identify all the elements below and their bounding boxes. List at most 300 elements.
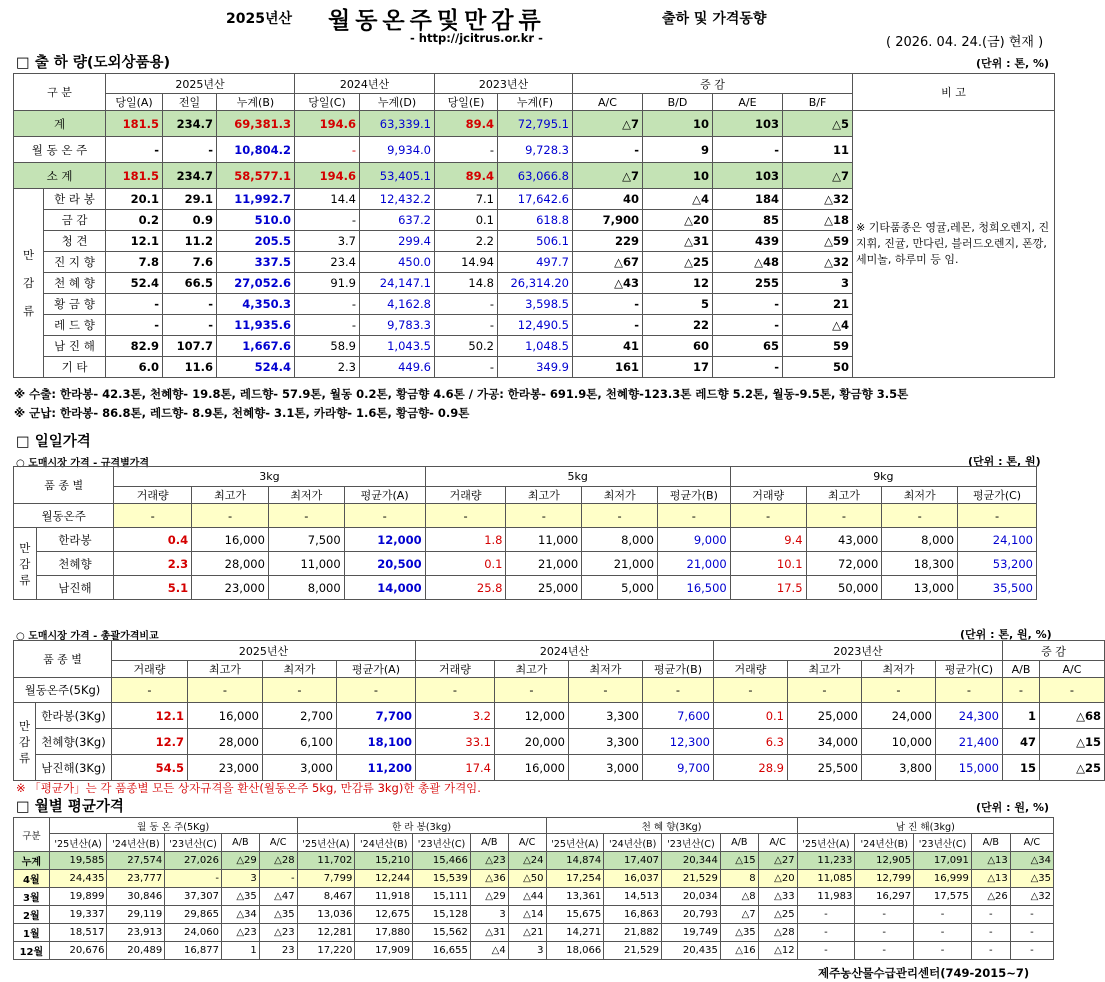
data-cell: 3.7 [295, 231, 360, 252]
table-row [14, 678, 1105, 703]
data-cell: 337.5 [217, 252, 295, 273]
data-cell: △34 [1010, 852, 1053, 870]
data-cell: 11,000 [506, 528, 582, 552]
data-cell: 7,700 [337, 703, 416, 729]
data-cell: 52.4 [106, 273, 163, 294]
data-cell: △31 [643, 231, 713, 252]
row-label: 월 동 온 주 [14, 137, 106, 163]
data-cell: 40 [573, 189, 643, 210]
data-cell: - [165, 870, 222, 888]
data-cell: 194.6 [295, 111, 360, 137]
data-cell: 12,432.2 [360, 189, 435, 210]
subheader-cell: 누계(F) [498, 94, 573, 111]
data-cell: - [506, 504, 582, 528]
data-cell: 14,874 [546, 852, 604, 870]
data-cell: 35,500 [958, 576, 1037, 600]
header-variety2: 품 종 별 [14, 641, 112, 678]
data-cell: △35 [1010, 870, 1053, 888]
data-cell: 16,863 [604, 906, 662, 924]
data-cell: 3.2 [416, 703, 495, 729]
data-cell: 6,100 [263, 729, 337, 755]
data-cell: - [855, 942, 914, 960]
data-cell: 60 [643, 336, 713, 357]
subheader-cell: 당일(C) [295, 94, 360, 111]
data-cell: - [295, 294, 360, 315]
data-cell: 19,585 [49, 852, 107, 870]
data-cell: 161 [573, 357, 643, 378]
data-cell: - [1040, 678, 1105, 703]
data-cell: 20,000 [495, 729, 569, 755]
data-cell: △43 [573, 273, 643, 294]
data-cell: - [106, 137, 163, 163]
data-cell: 12,000 [495, 703, 569, 729]
data-cell: 0.4 [114, 528, 192, 552]
data-cell: 103 [713, 111, 783, 137]
row-label: 월동온주 [14, 504, 114, 528]
table-row [14, 552, 1037, 576]
data-cell: 13,036 [297, 906, 355, 924]
data-cell: △23 [470, 852, 508, 870]
data-cell: 66.5 [163, 273, 217, 294]
data-cell: 5 [643, 294, 713, 315]
data-cell: △33 [758, 888, 797, 906]
subheader-cell: 최저가 [882, 487, 958, 504]
data-cell: 16,999 [914, 870, 972, 888]
data-cell: 12,281 [297, 924, 355, 942]
data-cell: - [855, 924, 914, 942]
data-cell: 17,642.6 [498, 189, 573, 210]
data-cell: 11,085 [797, 870, 855, 888]
data-cell: 7,799 [297, 870, 355, 888]
data-cell: - [268, 504, 344, 528]
data-cell: △25 [1040, 755, 1105, 781]
data-cell: △67 [573, 252, 643, 273]
data-cell: △59 [783, 231, 853, 252]
data-cell: △18 [783, 210, 853, 231]
data-cell: 53,405.1 [360, 163, 435, 189]
row-label: 진 지 향 [44, 252, 106, 273]
subheader-cell: '24년산(B) [604, 834, 662, 852]
data-cell: - [295, 315, 360, 336]
data-cell: 6.3 [714, 729, 788, 755]
data-cell: 1,667.6 [217, 336, 295, 357]
report-date: ( 2026. 04. 24.(금) 현재 ) [886, 35, 1044, 50]
data-cell: 506.1 [498, 231, 573, 252]
data-cell: - [914, 924, 972, 942]
data-cell: 17 [643, 357, 713, 378]
unit-daily1: (단위 : 톤, 원) [968, 455, 1041, 468]
data-cell: △4 [643, 189, 713, 210]
data-cell: 20,435 [662, 942, 721, 960]
subheader-cell: '24년산(B) [855, 834, 914, 852]
data-cell: 15,000 [936, 755, 1003, 781]
note-export: ※ 수출: 한라봉- 42.3톤, 천혜향- 19.8톤, 레드향- 57.9톤, 월동 0.2톤, 황금향 4.6톤 / 가공: 한라봉- 691.9톤, 천혜향-123.3톤 레드향 5.2톤, 월동-9.5톤, 황금향 3.5톤 [14, 387, 909, 401]
data-cell: - [337, 678, 416, 703]
month-label: 누계 [14, 852, 50, 870]
monthly-table [13, 817, 1054, 960]
subheader-cell: 최저가 [569, 661, 643, 678]
data-cell: - [435, 357, 498, 378]
subheader-cell: '23년산(C) [165, 834, 222, 852]
data-cell: 21,000 [506, 552, 582, 576]
header-gubun: 구 분 [14, 74, 106, 111]
data-cell: 255 [713, 273, 783, 294]
data-cell: - [1010, 906, 1053, 924]
data-cell: 18,100 [337, 729, 416, 755]
data-cell: 23,000 [192, 576, 269, 600]
data-cell: 21,529 [604, 942, 662, 960]
data-cell: 14,000 [344, 576, 425, 600]
data-cell: 17,575 [914, 888, 972, 906]
unit-shipments: (단위 : 톤, %) [976, 57, 1050, 70]
data-cell: 4,350.3 [217, 294, 295, 315]
row-label: 천 혜 향 [44, 273, 106, 294]
data-cell: 3,300 [569, 729, 643, 755]
header-change: 증 감 [573, 74, 853, 94]
subheader-cell: 최고가 [192, 487, 269, 504]
data-cell: 234.7 [163, 111, 217, 137]
subheader-cell: 평균가(C) [936, 661, 1003, 678]
data-cell: 50.2 [435, 336, 498, 357]
data-cell: 3 [470, 906, 508, 924]
data-cell: 16,877 [165, 942, 222, 960]
subheader-cell: '24년산(B) [355, 834, 413, 852]
subheader-cell: '25년산(A) [797, 834, 855, 852]
data-cell: 8,000 [582, 528, 658, 552]
subheader-cell: A/C [259, 834, 297, 852]
data-cell: 12,905 [855, 852, 914, 870]
daily-spec-table [13, 466, 1037, 600]
data-cell: △35 [720, 924, 758, 942]
data-cell: 54.5 [112, 755, 188, 781]
data-cell: 16,000 [192, 528, 269, 552]
data-cell: 12.1 [106, 231, 163, 252]
subheader-cell: A/C [573, 94, 643, 111]
data-cell: △16 [720, 942, 758, 960]
data-cell: 19,899 [49, 888, 107, 906]
data-cell: 0.2 [106, 210, 163, 231]
data-cell: △7 [573, 163, 643, 189]
data-cell: 20,793 [662, 906, 721, 924]
row-label: 기 타 [44, 357, 106, 378]
data-cell: 10,804.2 [217, 137, 295, 163]
data-cell: 89.4 [435, 111, 498, 137]
data-cell: 23,777 [107, 870, 165, 888]
data-cell: 14.94 [435, 252, 498, 273]
data-cell: 47 [1003, 729, 1040, 755]
data-cell: △31 [470, 924, 508, 942]
data-cell: 17.5 [730, 576, 806, 600]
data-cell: 7,600 [643, 703, 714, 729]
data-cell: - [435, 315, 498, 336]
data-cell: 3,300 [569, 703, 643, 729]
header-variety: 품 종 별 [14, 467, 114, 504]
data-cell: 11,702 [297, 852, 355, 870]
row-label: 천혜향(3Kg) [36, 729, 112, 755]
data-cell: △28 [758, 924, 797, 942]
data-cell: - [163, 137, 217, 163]
data-cell: 12,490.5 [498, 315, 573, 336]
data-cell: 11,000 [268, 552, 344, 576]
data-cell: 29.1 [163, 189, 217, 210]
data-cell: 9,700 [643, 755, 714, 781]
data-cell: 23.4 [295, 252, 360, 273]
data-cell: 8,000 [268, 576, 344, 600]
subheader-cell: 평균가(B) [658, 487, 731, 504]
data-cell: △12 [758, 942, 797, 960]
data-cell: 15,539 [413, 870, 471, 888]
row-label: 황 금 향 [44, 294, 106, 315]
row-label: 레 드 향 [44, 315, 106, 336]
data-cell: 20,676 [49, 942, 107, 960]
data-cell: 9,934.0 [360, 137, 435, 163]
data-cell: 37,307 [165, 888, 222, 906]
data-cell: 0.9 [163, 210, 217, 231]
data-cell: - [658, 504, 731, 528]
subheader-cell: 최저가 [263, 661, 337, 678]
data-cell: △29 [221, 852, 259, 870]
data-cell: 3 [508, 942, 546, 960]
subheader-cell: A/E [713, 94, 783, 111]
data-cell: 34,000 [788, 729, 862, 755]
data-cell: △36 [470, 870, 508, 888]
data-cell: 59 [783, 336, 853, 357]
data-cell: 107.7 [163, 336, 217, 357]
data-cell: △44 [508, 888, 546, 906]
data-cell: 27,574 [107, 852, 165, 870]
subheader-cell: 전일 [163, 94, 217, 111]
data-cell: 2.3 [295, 357, 360, 378]
data-cell: - [295, 210, 360, 231]
data-cell: - [806, 504, 882, 528]
header-2025: 2025년산 [106, 74, 295, 94]
row-label: 남진해(3Kg) [36, 755, 112, 781]
subheader-cell: B/D [643, 94, 713, 111]
table-row [14, 906, 1054, 924]
group-header: 한 라 봉(3kg) [297, 818, 546, 834]
data-cell: △4 [783, 315, 853, 336]
header-2025b: 2025년산 [112, 641, 416, 661]
data-cell: - [106, 294, 163, 315]
data-cell: 12,244 [355, 870, 413, 888]
data-cell: 15,111 [413, 888, 471, 906]
data-cell: - [797, 942, 855, 960]
header-2023b: 2023년산 [714, 641, 1003, 661]
data-cell: 12,000 [344, 528, 425, 552]
data-cell: △7 [573, 111, 643, 137]
table-row [14, 852, 1054, 870]
daily-total-table [13, 640, 1105, 781]
data-cell: 7,900 [573, 210, 643, 231]
data-cell: 5,000 [582, 576, 658, 600]
data-cell: △13 [971, 852, 1010, 870]
subheader-cell: 거래량 [425, 487, 506, 504]
data-cell: - [259, 870, 297, 888]
data-cell: 9.4 [730, 528, 806, 552]
data-cell: △7 [783, 163, 853, 189]
subheader-cell: 평균가(C) [958, 487, 1037, 504]
subheader-cell: 최저가 [268, 487, 344, 504]
data-cell: △48 [713, 252, 783, 273]
data-cell: 63,339.1 [360, 111, 435, 137]
data-cell: 1,048.5 [498, 336, 573, 357]
data-cell: 349.9 [498, 357, 573, 378]
data-cell: 21,400 [936, 729, 1003, 755]
subheader-cell: 평균가(B) [643, 661, 714, 678]
data-cell: 1 [221, 942, 259, 960]
month-label: 2월 [14, 906, 50, 924]
subheader-cell: '23년산(C) [662, 834, 721, 852]
data-cell: 0.1 [425, 552, 506, 576]
data-cell: 299.4 [360, 231, 435, 252]
data-cell: - [713, 357, 783, 378]
subheader-cell: 거래량 [112, 661, 188, 678]
subheader-cell: 평균가(A) [337, 661, 416, 678]
data-cell: - [573, 294, 643, 315]
table-row [14, 703, 1105, 729]
data-cell: 184 [713, 189, 783, 210]
data-cell: 205.5 [217, 231, 295, 252]
subheader-cell: '23년산(C) [914, 834, 972, 852]
group-label: 만 감 류 [14, 528, 37, 600]
data-cell: 85 [713, 210, 783, 231]
data-cell: 234.7 [163, 163, 217, 189]
data-cell: 43,000 [806, 528, 882, 552]
data-cell: 10.1 [730, 552, 806, 576]
data-cell: 2,700 [263, 703, 337, 729]
month-label: 12월 [14, 942, 50, 960]
data-cell: △15 [1040, 729, 1105, 755]
table-row [14, 870, 1054, 888]
data-cell: - [730, 504, 806, 528]
subheader-cell: 거래량 [416, 661, 495, 678]
data-cell: 20,034 [662, 888, 721, 906]
data-cell: △8 [720, 888, 758, 906]
table-row [14, 576, 1037, 600]
subheader-cell: A/B [720, 834, 758, 852]
data-cell: - [714, 678, 788, 703]
data-cell: △15 [720, 852, 758, 870]
data-cell: 72,795.1 [498, 111, 573, 137]
site-url[interactable]: - http://jcitrus.or.kr - [410, 31, 543, 45]
data-cell: 21,882 [604, 924, 662, 942]
data-cell: - [416, 678, 495, 703]
data-cell: - [582, 504, 658, 528]
data-cell: - [495, 678, 569, 703]
data-cell: 53,200 [958, 552, 1037, 576]
subheader-cell: 거래량 [714, 661, 788, 678]
data-cell: △20 [758, 870, 797, 888]
data-cell: 65 [713, 336, 783, 357]
row-label: 한라봉 [36, 528, 114, 552]
header-9kg: 9kg [730, 467, 1036, 487]
data-cell: 24,435 [49, 870, 107, 888]
subheader-cell: 최고가 [495, 661, 569, 678]
data-cell: 16,655 [413, 942, 471, 960]
data-cell: 0.1 [714, 703, 788, 729]
data-cell: 28.9 [714, 755, 788, 781]
data-cell: 524.4 [217, 357, 295, 378]
data-cell: - [1003, 678, 1040, 703]
data-cell: 24,000 [862, 703, 936, 729]
data-cell: 25,000 [506, 576, 582, 600]
data-cell: - [936, 678, 1003, 703]
data-cell: 11.6 [163, 357, 217, 378]
group-header: 남 진 해(3kg) [797, 818, 1053, 834]
data-cell: 7.1 [435, 189, 498, 210]
data-cell: 10 [643, 163, 713, 189]
data-cell: - [112, 678, 188, 703]
data-cell: 17,254 [546, 870, 604, 888]
data-cell: 12,799 [855, 870, 914, 888]
data-cell: 16,500 [658, 576, 731, 600]
subheader-cell: 누계(B) [217, 94, 295, 111]
header-5kg: 5kg [425, 467, 730, 487]
group-header: 천 혜 향(3Kg) [546, 818, 797, 834]
data-cell: △13 [971, 870, 1010, 888]
data-cell: 25,000 [788, 703, 862, 729]
data-cell: 12.7 [112, 729, 188, 755]
data-cell: - [713, 315, 783, 336]
subheader-cell: A/C [1040, 661, 1105, 678]
daily-sub1: ○ 도매시장 가격 - 규격별가격 [16, 458, 150, 469]
data-cell: 20.1 [106, 189, 163, 210]
data-cell: - [569, 678, 643, 703]
data-cell: 2.2 [435, 231, 498, 252]
data-cell: 5.1 [114, 576, 192, 600]
footer-org: 제주농산물수급관리센터(749-2015~7) [818, 966, 1030, 980]
data-cell: - [435, 294, 498, 315]
subheader-cell: 당일(A) [106, 94, 163, 111]
data-cell: 449.6 [360, 357, 435, 378]
data-cell: 4,162.8 [360, 294, 435, 315]
data-cell: △35 [259, 906, 297, 924]
data-cell: - [114, 504, 192, 528]
daily-sub2: ○ 도매시장 가격 - 총괄가격비교 [16, 631, 159, 642]
data-cell: △34 [221, 906, 259, 924]
data-cell: △68 [1040, 703, 1105, 729]
data-cell: △23 [221, 924, 259, 942]
subheader-cell: A/B [971, 834, 1010, 852]
data-cell: 15 [1003, 755, 1040, 781]
data-cell: △21 [508, 924, 546, 942]
data-cell: 33.1 [416, 729, 495, 755]
data-cell: △32 [1010, 888, 1053, 906]
unit-daily2: (단위 : 톤, 원, %) [960, 628, 1052, 641]
data-cell: 8,000 [882, 528, 958, 552]
data-cell: 20,500 [344, 552, 425, 576]
data-cell: 21 [783, 294, 853, 315]
data-cell: 17,909 [355, 942, 413, 960]
subheader-cell: 당일(E) [435, 94, 498, 111]
group-label: 만 감 류 [14, 189, 44, 378]
data-cell: 7,500 [268, 528, 344, 552]
data-cell: 69,381.3 [217, 111, 295, 137]
header-3kg: 3kg [114, 467, 425, 487]
data-cell: - [344, 504, 425, 528]
data-cell: 637.2 [360, 210, 435, 231]
data-cell: 27,052.6 [217, 273, 295, 294]
data-cell: - [914, 906, 972, 924]
data-cell: - [971, 924, 1010, 942]
data-cell: - [435, 137, 498, 163]
table-row [14, 111, 1055, 137]
data-cell: 16,000 [495, 755, 569, 781]
data-cell: 13,000 [882, 576, 958, 600]
section-daily: □ 일일가격 [16, 434, 91, 450]
data-cell: △29 [470, 888, 508, 906]
subheader-cell: A/B [1003, 661, 1040, 678]
